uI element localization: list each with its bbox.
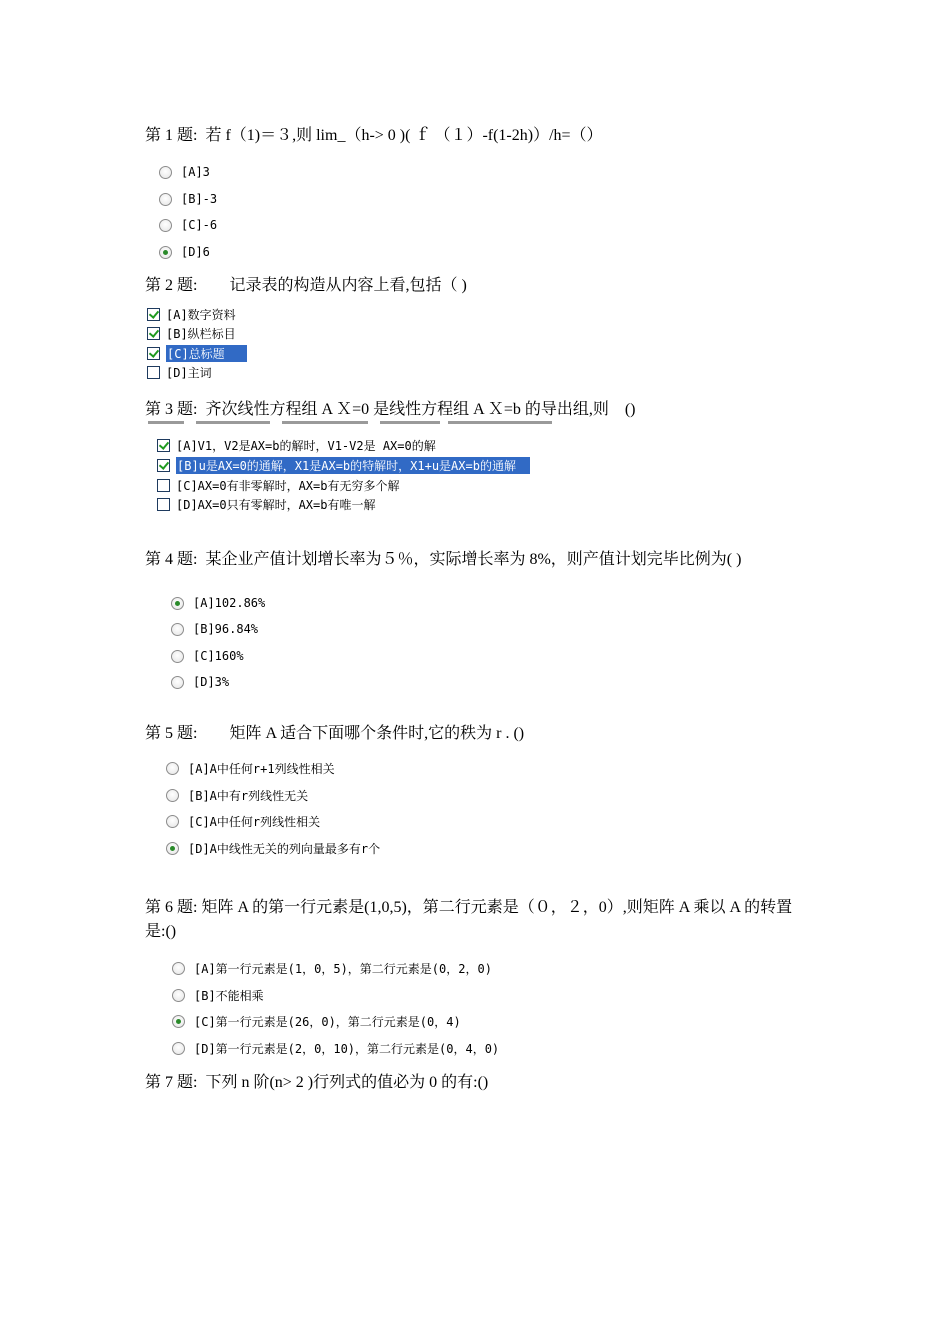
option-label: [A]第一行元素是(1，0，5)，第二行元素是(0，2，0) [194,961,492,976]
question-4-option-d[interactable] [171,672,229,692]
option-label: [C]第一行元素是(26，0)，第二行元素是(0，4) [194,1014,461,1029]
option-label: [D]3% [193,675,230,689]
question-5-option-d[interactable] [166,838,380,858]
option-label: [B]不能相乘 [194,988,264,1003]
radio-button[interactable] [172,989,185,1002]
radio-button[interactable] [159,193,172,206]
option-label: [B]A中有r列线性无关 [188,788,309,803]
radio-button[interactable] [159,166,172,179]
option-label: [A]数字资料 [166,307,236,322]
radio-button[interactable] [172,1042,185,1055]
option-label: [B]-3 [181,192,218,206]
radio-button[interactable] [166,815,179,828]
question-1-option-a[interactable] [159,162,210,182]
option-label-highlighted: [B]u是AX=0的通解，X1是AX=b的特解时，X1+u是AX=b的通解 [176,457,530,474]
question-5-option-a[interactable] [166,758,335,778]
option-label: [A]3 [181,165,210,179]
question-4-text: 第 4 题: 某企业产值计划增长率为５％，实际增长率为 8%，则产值计划完毕比例为( ) [145,551,742,568]
radio-button-selected[interactable] [171,597,184,610]
question-1-option-d[interactable] [159,242,210,262]
clipped-text-remnant [148,421,568,424]
radio-button[interactable] [171,676,184,689]
checkbox-checked[interactable] [147,347,160,360]
question-5-option-c[interactable] [166,811,320,831]
option-label: [D]主词 [166,365,212,380]
question-2-option-a[interactable] [147,304,236,324]
radio-button[interactable] [171,623,184,636]
option-label: [C]A中任何r列线性相关 [188,814,321,829]
question-5-text: 第 5 题: 矩阵 A 适合下面哪个条件时,它的秩为 r . () [145,725,525,742]
question-1-option-c[interactable] [159,215,217,235]
option-label: [A]A中任何r+1列线性相关 [188,761,335,776]
question-2-option-d[interactable] [147,362,212,382]
option-label: [B]96.84% [193,622,259,636]
question-3-text: 第 3 题: 齐次线性方程组 A Ｘ=0 是线性方程组 A Ｘ=b 的导出组,则 () [145,401,636,418]
question-4-option-b[interactable] [171,619,258,639]
question-6-option-c[interactable] [172,1011,461,1031]
option-label: [B]纵栏标目 [166,326,236,341]
radio-button-selected[interactable] [166,842,179,855]
checkbox-checked[interactable] [157,439,170,452]
radio-button[interactable] [159,219,172,232]
question-3-option-c[interactable] [157,475,399,495]
radio-button[interactable] [166,762,179,775]
checkbox[interactable] [157,479,170,492]
option-label: [C]-6 [181,218,218,232]
radio-button-selected[interactable] [159,246,172,259]
option-label: [D]AX=0只有零解时，AX=b有唯一解 [176,497,376,512]
question-6-text: 第 6 题: 矩阵 A 的第一行元素是(1,0,5)，第二行元素是（０，２，0）,则矩阵 A 乘以 A 的转置是:() [145,899,793,940]
question-1-text: 第 1 题: 若 f（1)＝３,则 lim_（h-> 0 )( ｆ （１）-f(1-2h)）/h=（） [145,127,603,144]
question-4-option-c[interactable] [171,646,244,666]
question-3-option-b[interactable] [157,455,530,475]
checkbox[interactable] [147,366,160,379]
question-2-option-c[interactable] [147,343,247,363]
question-2-option-b[interactable] [147,323,236,343]
question-3-option-d[interactable] [157,494,375,514]
option-label: [C]160% [193,649,244,663]
checkbox-checked[interactable] [147,327,160,340]
option-label: [D]6 [181,245,210,259]
option-label: [A]102.86% [193,596,266,610]
radio-button-selected[interactable] [172,1015,185,1028]
option-label: [C]AX=0有非零解时，AX=b有无穷多个解 [176,478,400,493]
question-1-option-b[interactable] [159,189,217,209]
checkbox-checked[interactable] [147,308,160,321]
question-3-option-a[interactable] [157,435,436,455]
option-label: [A]V1，V2是AX=b的解时，V1-V2是 AX=0的解 [176,438,436,453]
radio-button[interactable] [166,789,179,802]
checkbox-checked[interactable] [157,459,170,472]
question-4-option-a[interactable] [171,593,265,613]
option-label-highlighted: [C]总标题 [166,345,247,362]
radio-button[interactable] [171,650,184,663]
question-6-option-b[interactable] [172,985,264,1005]
checkbox[interactable] [157,498,170,511]
radio-button[interactable] [172,962,185,975]
question-6-option-a[interactable] [172,958,492,978]
question-2-text: 第 2 题: 记录表的构造从内容上看,包括（ ) [145,277,467,294]
question-7-text: 第 7 题: 下列 n 阶(n> 2 )行列式的值必为 0 的有:() [145,1074,489,1091]
question-6-option-d[interactable] [172,1038,499,1058]
option-label: [D]A中线性无关的列向量最多有r个 [188,841,381,856]
option-label: [D]第一行元素是(2，0，10)，第二行元素是(0，4，0) [194,1041,500,1056]
question-5-option-b[interactable] [166,785,308,805]
